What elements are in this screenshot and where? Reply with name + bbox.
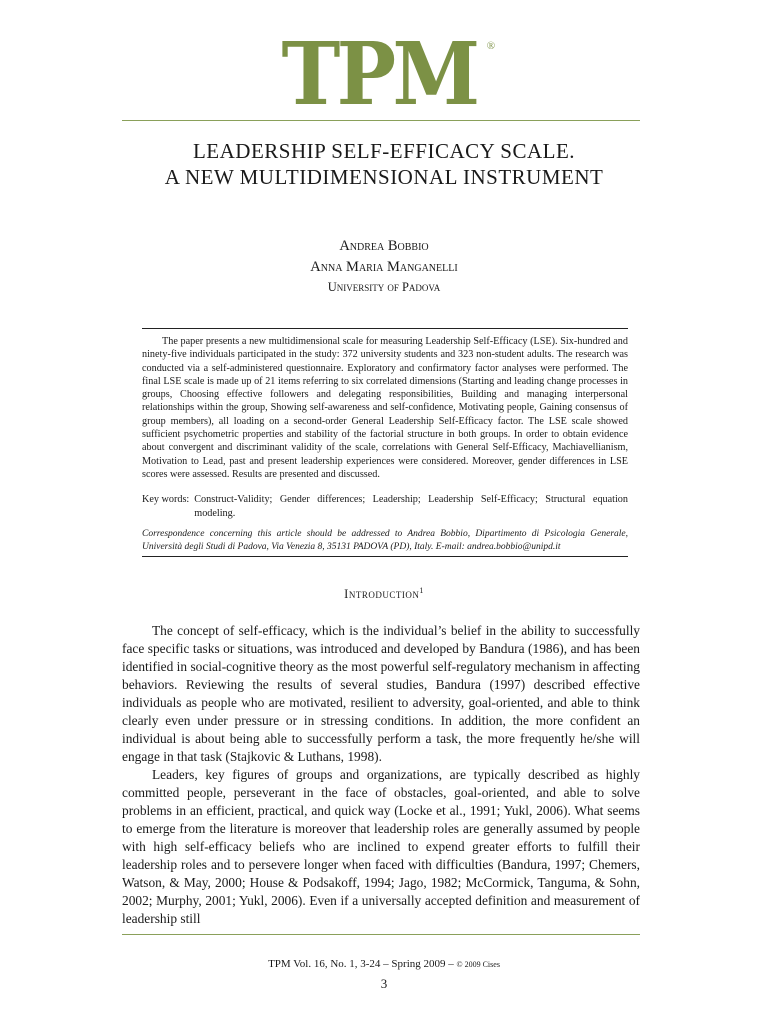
paragraph-1: The concept of self-efficacy, which is the individual’s belief in the ability to successfully face specific tasks or situations, was introduced and developed by Bandura (1986), and has been identified in social-cognitive theory as the most powerful self-regulatory mechanism in affecting behaviors. Reviewing the results of several studies, Bandura (1997) described effective individuals as people who are motivated, resilient to adversity, goal-oriented, and able to think clearly even under pressure or in stressing conditions. In addition, the more confident an individual is about being able to successfully perform a task, the more frequently he/she will engage in that task (Stajkovic & Luthans, 1998). — [122, 623, 640, 764]
abstract-box — [142, 328, 628, 557]
footer-citation — [0, 958, 768, 970]
footnote-mark: 1 — [419, 586, 424, 595]
registered-mark: ® — [486, 40, 496, 52]
keywords-label: Key words: — [142, 494, 190, 506]
header-rule — [122, 120, 640, 121]
body-text — [122, 622, 640, 928]
correspondence-note: Correspondence concerning this article should be addressed to Andrea Bobbio, Dipartimento di Psicologia Generale, Università degli Studi di Padova, Via Venezia 8, 35131 PADOVA (PD), Italy. E-mail: andrea.bobbio@unipd.it — [142, 528, 628, 557]
author-2: Anna Maria Manganelli — [310, 259, 458, 275]
paper-title — [0, 138, 768, 190]
affiliation: University of Padova — [327, 280, 441, 294]
footer-rule — [122, 934, 640, 935]
journal-logo-text: TPM — [281, 24, 477, 125]
footer-copyright: © 2009 Cises — [456, 960, 500, 969]
section-heading — [0, 586, 768, 602]
title-line-2: A NEW MULTIDIMENSIONAL INSTRUMENT — [164, 165, 604, 189]
footer-citation-text: TPM Vol. 16, No. 1, 3-24 – Spring 2009 – — [268, 958, 454, 970]
title-line-1: LEADERSHIP SELF-EFFICACY SCALE. — [192, 139, 576, 163]
abstract-text: The paper presents a new multidimensional scale for measuring Leadership Self-Efficacy (LSE). Six-hundred and ninety-five individuals participated in the study: 372 university students and 323 non-student adults. The research was conducted via a self-administered questionnaire. Exploratory and confirmatory factor analyses were performed. The final LSE scale is made up of 21 items referring to six correlated dimensions (Starting and leading change processes in groups, Choosing effective followers and delegating responsibilities, Building and managing interpersonal relationships within the group, Showing self-awareness and self-confidence, Motivating people, Gaining consensus of group members), all loading on a second-order General Leadership Self-Efficacy factor. The LSE scale showed sufficient psychometric properties and stability of the factorial structure in both groups. In order to obtain evidence about convergent and discriminant validity of the scale, correlations with General Self-Efficacy, Machiavellianism, Motivation to Lead, past and present leadership experiences were considered. Moreover, gender differences in LSE scores were assessed. Results are presented and discussed. — [142, 336, 628, 480]
paragraph-2: Leaders, key figures of groups and organizations, are typically described as highly committed people, perseverant in the face of obstacles, goal-oriented, and able to solve problems in an efficient, practical, and quick way (Locke et al., 1991; Yukl, 2006). What seems to emerge from the literature is moreover that leadership roles are generally assumed by people with high self-efficacy beliefs who are inclined to expend greater efforts to fulfill their leadership roles and to persevere longer when faced with difficulties (Bandura, 1997; Chemers, Watson, & May, 2000; House & Podsakoff, 1994; Jago, 1982; McCormick, Tanguma, & Sohn, 2002; Murphy, 2001; Yukl, 2006). Even if a universally accepted definition and measurement of leadership still — [122, 767, 640, 926]
keywords-row — [142, 493, 628, 520]
author-1: Andrea Bobbio — [339, 238, 429, 254]
keywords-text: Construct-Validity; Gender differences; Leadership; Leadership Self-Efficacy; Structural equation modeling. — [194, 494, 628, 519]
journal-logo — [0, 24, 768, 125]
section-heading-text: Introduction — [344, 587, 420, 602]
author-block — [0, 236, 768, 296]
page-number: 3 — [380, 976, 388, 991]
